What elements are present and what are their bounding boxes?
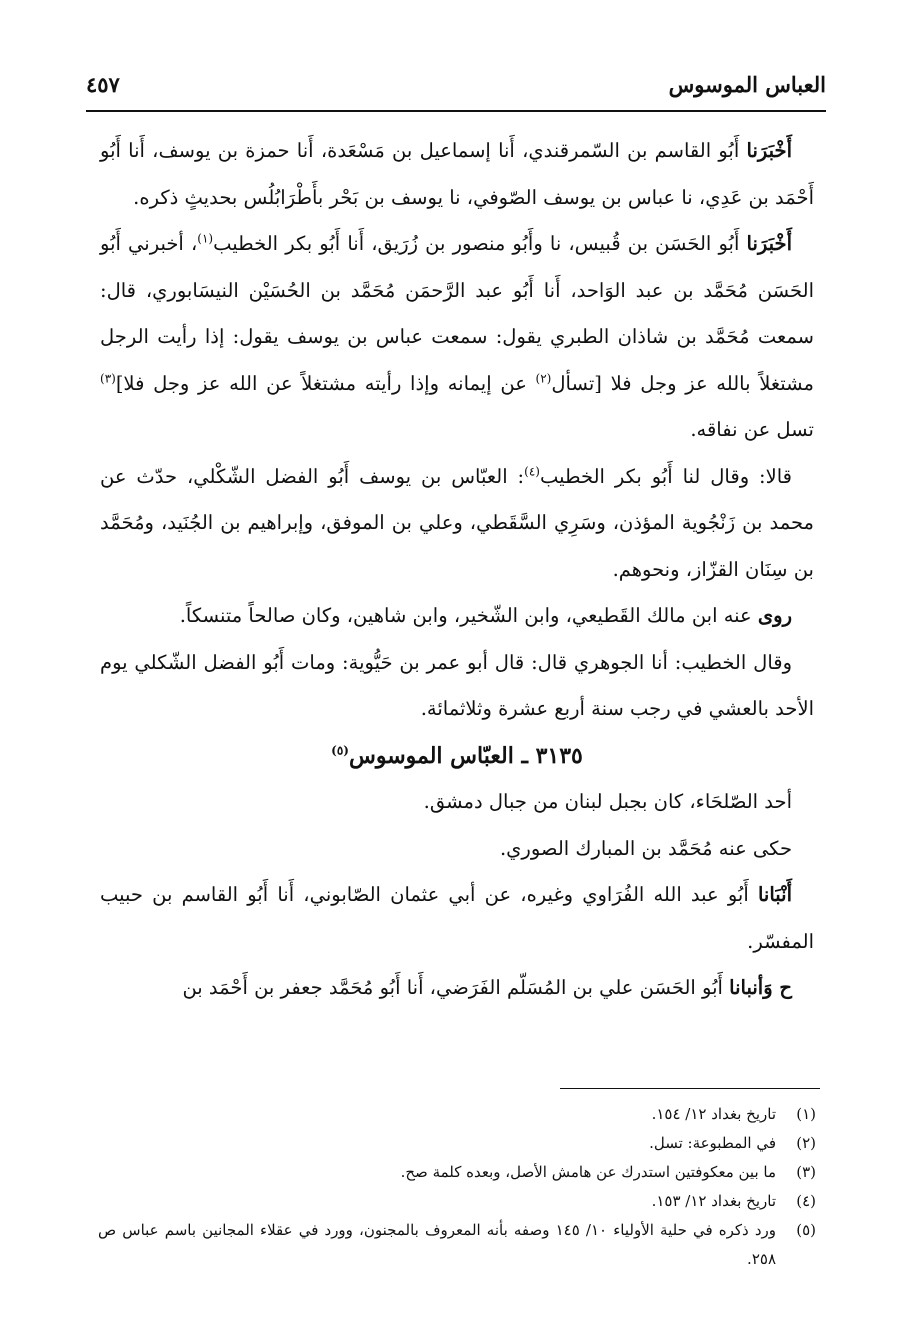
paragraph-text: حكى عنه مُحَمَّد بن المبارك الصوري. (499, 836, 792, 860)
footnote-3 (98, 1158, 816, 1187)
keyword: أَخْبَرَنا (746, 232, 793, 255)
paragraph-text: أَبُو الحَسَن علي بن المُسَلّم الفَرَضي، أَنا أَبُو مُحَمَّد جعفر بن أَحْمَد بن (182, 976, 730, 999)
paragraph-text: أحد الصّلحَاء، كان بجبل لبنان من جبال دمشق. (423, 790, 792, 813)
paragraph-text: : العبّاس بن يوسف أَبُو الفضل الشّكْلي، حدّث عن محمد بن زَنْجُوية المؤذن، وسَرِي السَّقَطي، وعلي بن الموفق، وإبراهيم بن الجُنَيد، ومُحَمَّد بن سِنَان القزّاز، ونحوهم. (100, 464, 814, 581)
footnote-number: (٤) (796, 1192, 816, 1210)
footnote-text: تاريخ بغداد ١٢/ ١٥٤. (651, 1105, 776, 1123)
footnote-2 (98, 1129, 816, 1158)
paragraph-1 (100, 128, 814, 221)
footnote-text: ورد ذكره في حلية الأولياء ١٠/ ١٤٥ وصفه بأنه المعروف بالمجنون، وورد في عقلاء المجانين باسم عباس ص ٢٥٨. (98, 1221, 777, 1268)
footnote-text: ما بين معكوفتين استدرك عن هامش الأصل، وبعده كلمة صح. (400, 1163, 776, 1181)
footnote-text: في المطبوعة: تسل. (649, 1134, 776, 1152)
paragraph-3 (100, 454, 814, 594)
paragraph-6 (100, 779, 814, 826)
footnote-4 (98, 1187, 816, 1216)
paragraph-7 (100, 826, 814, 873)
paragraph-text: تسل عن نفاقه. (690, 418, 814, 441)
paragraph-text: وقال الخطيب: أنا الجوهري قال: قال أبو عمر بن حَيُّوية: ومات أَبُو الفضل الشّكلي يوم الأحد بالعشي في رجب سنة أربع عشرة وثلاثمائة. (100, 650, 814, 720)
footnote-1 (98, 1100, 816, 1129)
paragraph-4 (100, 593, 814, 640)
paragraph-text: عنه ابن مالك القَطيعي، وابن الشّخير، وابن شاهين، وكان صالحاً متنسكاً. (179, 604, 758, 627)
footnote-divider (560, 1088, 820, 1089)
footnote-number: (٥) (796, 1221, 816, 1239)
footnote-number: (٢) (796, 1134, 816, 1152)
paragraph-text: ، أخبرني أَبُو الحَسَن مُحَمَّد بن عبد الوَاحد، أَنا أَبُو عبد الرَّحمَن مُحَمَّد بن الحُسَيْن النيسَابوري، قال: سمعت مُحَمَّد بن شاذان الطبري يقول: سمعت عباس بن يوسف يقول: إذا رأيت الرجل مشتغلاً بالله عز وجل فلا [تسأل (100, 232, 814, 395)
paragraph-text: قالا: وقال لنا أَبُو بكر الخطيب (539, 464, 792, 488)
entry-heading (100, 733, 814, 780)
footnote-ref[interactable]: (٥) (331, 743, 349, 758)
paragraph-text: أَبُو عبد الله الفُرَاوي وغيره، عن أبي عثمان الصّابوني، أَنا أَبُو القاسم بن حبيب المفسّر. (100, 883, 814, 953)
running-title: العباس الموسوس (668, 72, 826, 97)
paragraph-text: أَبُو الحَسَن بن قُبيس، نا وأَبُو منصور بن زُرَيق، أَنا أَبُو بكر الخطيب (213, 232, 747, 255)
keyword: روى (757, 604, 792, 627)
footnote-ref[interactable]: (٣) (100, 371, 116, 385)
footnote-5 (98, 1216, 816, 1274)
entry-number: ٣١٣٥ (535, 742, 583, 769)
footnote-ref[interactable]: (٤) (524, 464, 540, 478)
paragraph-text: عن إيمانه وإذا رأيته مشتغلاً عن الله عز وجل فلا] (115, 371, 536, 395)
footnote-ref[interactable]: (١) (197, 231, 214, 246)
page-number: ٤٥٧ (86, 72, 120, 97)
entry-separator: ـ (513, 742, 536, 769)
paragraph-9 (100, 965, 814, 1012)
paragraph-2 (100, 221, 814, 454)
footnote-number: (٣) (796, 1163, 816, 1181)
page-header (86, 66, 826, 112)
paragraph-5 (100, 640, 814, 733)
paragraph-text: أَبُو القاسم بن السّمرقندي، أَنا إسماعيل بن مَسْعَدة، أَنا حمزة بن يوسف، أَنا أَبُو أَحْمَد بن عَدِي، نا عباس بن يوسف الصّوفي، نا يوسف بن بَحْر بأَطْرَابُلُس بحديثٍ ذكره. (100, 139, 814, 209)
footnote-ref[interactable]: (٢) (535, 371, 552, 385)
footnote-number: (١) (796, 1105, 816, 1123)
main-text (100, 128, 814, 1012)
keyword: أَنْبَانا (757, 883, 792, 906)
footnotes (98, 1100, 816, 1274)
keyword: ح وَأنبانا (729, 976, 792, 999)
footnote-text: تاريخ بغداد ١٢/ ١٥٣. (651, 1192, 776, 1210)
paragraph-8 (100, 872, 814, 965)
keyword: أَخْبَرَنا (746, 139, 792, 162)
entry-title: العبّاس الموسوس (348, 742, 514, 769)
